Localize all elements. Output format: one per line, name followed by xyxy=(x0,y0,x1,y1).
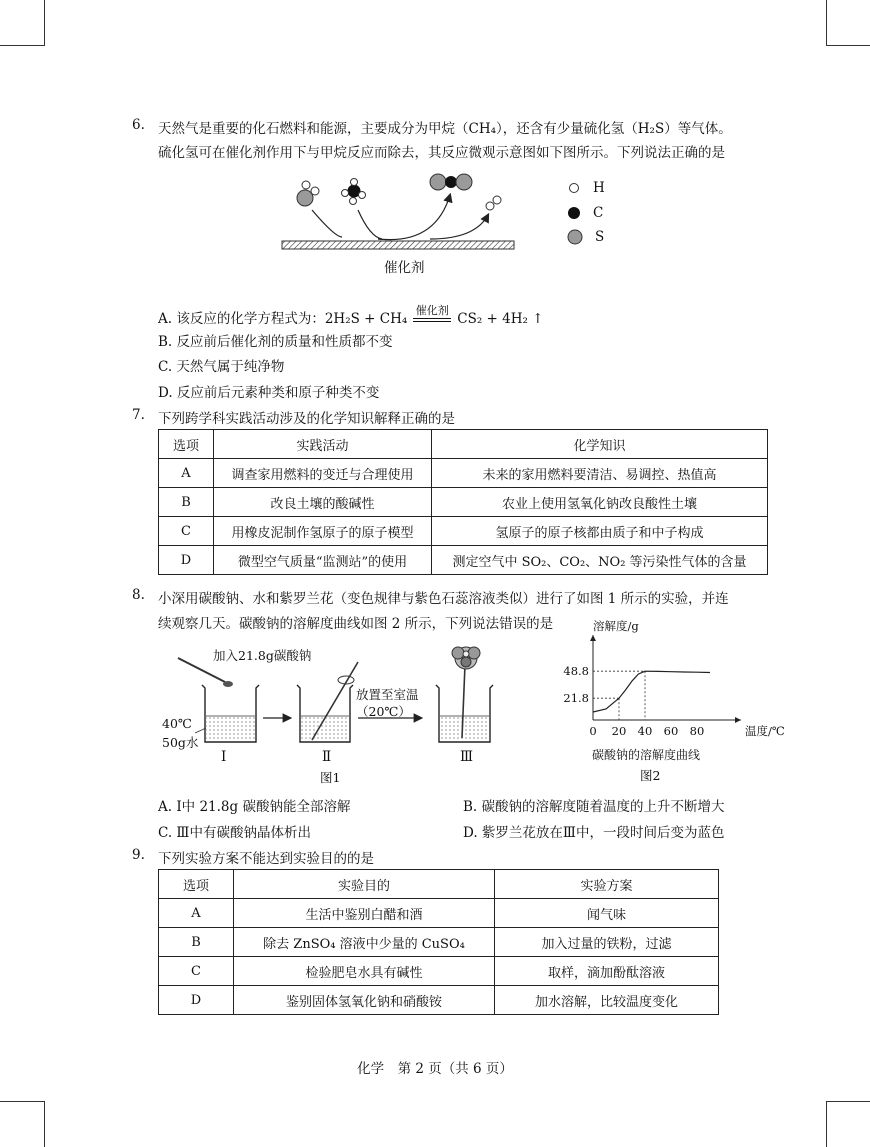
q7-stem: 下列跨学科实践活动涉及的化学知识解释正确的是 xyxy=(158,411,455,427)
fig1-temp-label: 40℃ xyxy=(162,716,192,731)
figure-1-apparatus xyxy=(160,640,505,762)
cs2-molecule xyxy=(430,174,472,190)
table-row xyxy=(159,517,768,546)
table-row xyxy=(159,459,768,488)
q8-option-c[interactable]: C. Ⅲ中有碳酸钠晶体析出 xyxy=(158,825,311,841)
legend-h xyxy=(567,180,605,196)
q8-stem-line2: 续观察几天。碳酸钠的溶解度曲线如图 2 所示，下列说法错误的是 xyxy=(158,616,554,632)
q8-option-b[interactable]: B. 碳酸钠的溶解度随着温度的上升不断增大 xyxy=(463,799,725,815)
q7-cell: A xyxy=(159,459,214,488)
x-axis-arrow xyxy=(735,717,741,723)
q6-option-a-prefix: A. 该反应的化学方程式为：2H₂S + CH₄ xyxy=(158,311,408,327)
solubility-curve xyxy=(593,671,710,712)
q9-header-plan: 实验方案 xyxy=(495,870,719,899)
x-tick-label: 20 xyxy=(611,724,627,738)
legend-s xyxy=(567,229,604,245)
table-row xyxy=(159,957,719,986)
q7-number: 7. xyxy=(132,407,145,423)
page-footer: 化学 第 2 页（共 6 页） xyxy=(357,1061,513,1077)
beaker-2 xyxy=(297,662,358,742)
table-row xyxy=(159,928,719,957)
crop-mark-br-h xyxy=(826,1101,870,1102)
q9-cell: 取样，滴加酚酞溶液 xyxy=(495,957,719,986)
h2-molecule xyxy=(486,196,501,210)
q6-stem-line2: 硫化氢可在催化剂作用下与甲烷反应而除去，其反应微观示意图如下图所示。下列说法正确的是 xyxy=(158,145,725,161)
q8-stem-line1: 小深用碳酸钠、水和紫罗兰花（变色规律与紫色石蕊溶液类似）进行了如图 1 所示的实验，并连 xyxy=(158,591,729,607)
y-axis-arrow xyxy=(590,635,596,641)
x-tick-label: 80 xyxy=(689,724,705,738)
crop-mark-br-v xyxy=(826,1101,827,1147)
fig1-arrow-label1: 放置至室温 xyxy=(356,687,419,702)
q6-option-a-suffix: CS₂ + 4H₂ ↑ xyxy=(457,311,544,327)
crop-mark-tr-v xyxy=(826,0,827,46)
table-row xyxy=(159,899,719,928)
legend-h-icon xyxy=(567,181,581,195)
q9-number: 9. xyxy=(132,847,145,863)
q7-cell: 微型空气质量“监测站”的使用 xyxy=(214,546,432,575)
arrow-h2s xyxy=(312,210,342,237)
y-axis-label: 溶解度/g xyxy=(593,619,639,633)
legend-c xyxy=(567,205,603,221)
q6-number: 6. xyxy=(132,117,145,133)
fig1-add-label: 加入21.8g碳酸钠 xyxy=(213,648,312,663)
legend-c-icon xyxy=(567,206,581,220)
legend-s-icon xyxy=(567,229,583,245)
q7-cell: 改良土壤的酸碱性 xyxy=(214,488,432,517)
q6-option-d[interactable]: D. 反应前后元素种类和原子种类不变 xyxy=(158,385,380,401)
ch4-molecule xyxy=(342,179,366,205)
q7-cell: B xyxy=(159,488,214,517)
crop-mark-tl-h xyxy=(0,45,45,46)
x-tick-label: 60 xyxy=(663,724,679,738)
beaker-1-label: Ⅰ xyxy=(221,749,227,765)
x-tick-label: 40 xyxy=(637,724,653,738)
q9-cell: 鉴别固体氢氧化钠和硝酸铵 xyxy=(234,986,495,1015)
catalyst-label: 催化剂 xyxy=(384,260,425,276)
crop-mark-tr-h xyxy=(826,45,870,46)
q6-option-c[interactable]: C. 天然气属于纯净物 xyxy=(158,359,285,375)
q9-cell: B xyxy=(159,928,234,957)
arrow-to-cs2 xyxy=(378,195,450,240)
q6-option-a[interactable] xyxy=(158,302,544,327)
table-row xyxy=(159,986,719,1015)
q9-cell: 加水溶解，比较温度变化 xyxy=(495,986,719,1015)
q9-cell: 生活中鉴别白醋和酒 xyxy=(234,899,495,928)
q7-cell: 氢原子的原子核都由质子和中子构成 xyxy=(432,517,768,546)
q7-cell: 调查家用燃料的变迁与合理使用 xyxy=(214,459,432,488)
q7-cell: 用橡皮泥制作氢原子的原子模型 xyxy=(214,517,432,546)
q7-cell: D xyxy=(159,546,214,575)
q7-cell: 测定空气中 SO₂、CO₂、NO₂ 等污染性气体的含量 xyxy=(432,546,768,575)
x-axis-label: 温度/℃ xyxy=(745,724,785,738)
fig2-caption: 图2 xyxy=(640,768,661,783)
h2s-molecule xyxy=(297,181,319,206)
legend-s-label: S xyxy=(595,229,605,245)
q6-option-b[interactable]: B. 反应前后催化剂的质量和性质都不变 xyxy=(158,334,393,350)
crop-mark-bl-h xyxy=(0,1101,45,1102)
solubility-chart xyxy=(560,619,785,764)
q7-cell: 农业上使用氢氧化钠改良酸性土壤 xyxy=(432,488,768,517)
beaker-2-label: Ⅱ xyxy=(322,749,332,765)
reaction-condition xyxy=(413,302,451,327)
crop-mark-tl-v xyxy=(44,0,45,46)
q9-cell: 检验肥皂水具有碱性 xyxy=(234,957,495,986)
q9-cell: D xyxy=(159,986,234,1015)
q9-header-option: 选项 xyxy=(159,870,234,899)
table-row xyxy=(159,488,768,517)
reaction-condition-label: 催化剂 xyxy=(415,304,449,317)
y-tick-label: 48.8 xyxy=(563,664,589,679)
q9-header-purpose: 实验目的 xyxy=(234,870,495,899)
q7-cell: 未来的家用燃料要清洁、易调控、热值高 xyxy=(432,459,768,488)
fig1-water-label: 50g水 xyxy=(162,735,199,750)
q9-cell: A xyxy=(159,899,234,928)
violet-flower xyxy=(452,647,480,669)
q9-cell: C xyxy=(159,957,234,986)
legend-c-label: C xyxy=(593,205,604,221)
q9-table xyxy=(158,869,719,1015)
q9-cell: 加入过量的铁粉，过滤 xyxy=(495,928,719,957)
beaker-1 xyxy=(202,685,259,742)
q7-header-knowledge: 化学知识 xyxy=(432,430,768,459)
q8-option-d[interactable]: D. 紫罗兰花放在Ⅲ中，一段时间后变为蓝色 xyxy=(463,825,725,841)
fig1-caption: 图1 xyxy=(320,770,341,785)
q7-cell: C xyxy=(159,517,214,546)
q9-cell: 除去 ZnSO₄ 溶液中少量的 CuSO₄ xyxy=(234,928,495,957)
legend-h-label: H xyxy=(593,180,605,196)
q7-header-activity: 实践活动 xyxy=(214,430,432,459)
arrow-ch4 xyxy=(358,210,382,239)
q7-header-option: 选项 xyxy=(159,430,214,459)
catalyst-surface xyxy=(282,241,514,249)
q7-table xyxy=(158,429,768,575)
beaker-3 xyxy=(436,647,493,742)
x-tick-label: 0 xyxy=(589,724,597,738)
equals-sign xyxy=(413,318,451,322)
q6-stem-line1: 天然气是重要的化石燃料和能源，主要成分为甲烷（CH₄），还含有少量硫化氢（H₂S）等气体。 xyxy=(158,121,732,137)
q8-option-a[interactable]: A. Ⅰ中 21.8g 碳酸钠能全部溶解 xyxy=(158,799,351,815)
fig2-subtitle: 碳酸钠的溶解度曲线 xyxy=(592,748,701,762)
q9-cell: 闻气味 xyxy=(495,899,719,928)
crop-mark-bl-v xyxy=(44,1101,45,1147)
table-row xyxy=(159,546,768,575)
table-header-row xyxy=(159,870,719,899)
y-tick-label: 21.8 xyxy=(563,691,589,706)
q9-stem: 下列实验方案不能达到实验目的的是 xyxy=(158,851,374,867)
beaker-3-label: Ⅲ xyxy=(460,749,474,765)
fig1-arrow-label2: （20℃） xyxy=(356,704,411,719)
q8-number: 8. xyxy=(132,587,145,603)
table-header-row xyxy=(159,430,768,459)
